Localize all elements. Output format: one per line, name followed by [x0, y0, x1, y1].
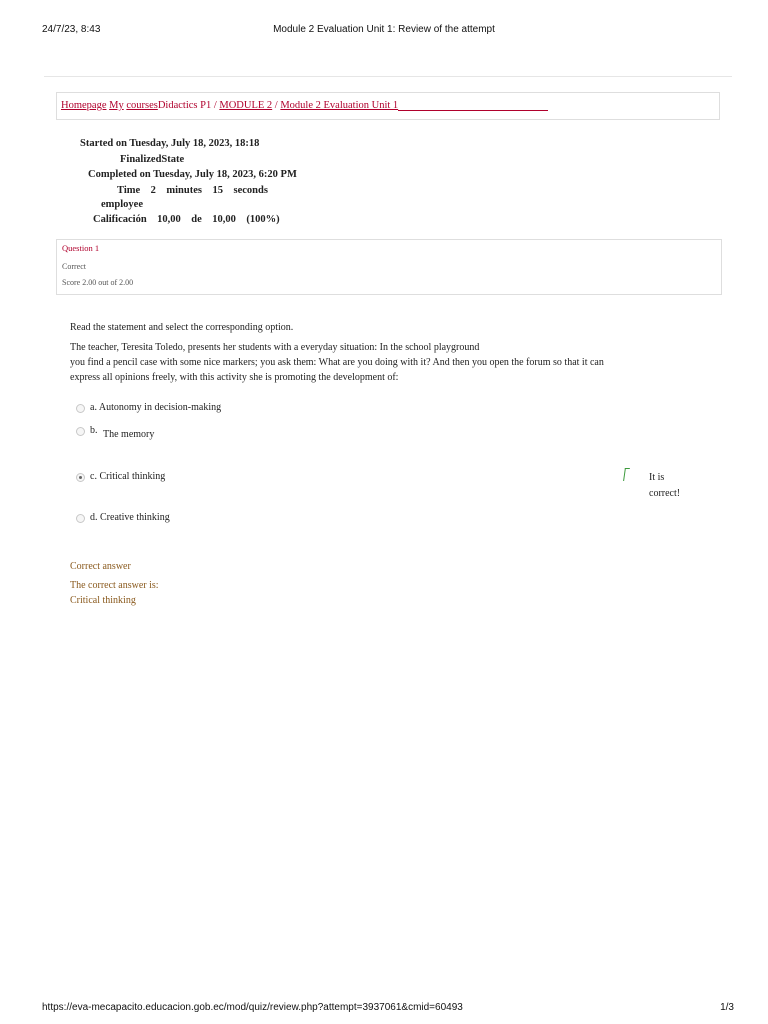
question-instruction: Read the statement and select the corresponding option.	[70, 322, 294, 333]
breadcrumb-underline	[398, 100, 548, 111]
question-text-line3: express all opinions freely, with this activity she is promoting the development of:	[70, 372, 399, 383]
top-divider	[44, 76, 732, 77]
question-text-line2: you find a pencil case with some nice markers; you ask them: What are you doing with it? And then you open the forum so that it can	[70, 357, 604, 368]
radio-button-checked[interactable]	[76, 473, 85, 482]
print-url: https://eva-mecapacito.educacion.gob.ec/mod/quiz/review.php?attempt=3937061&cmid=60493	[42, 1002, 463, 1013]
print-header	[0, 24, 768, 38]
question-text-line1: The teacher, Teresita Toledo, presents her students with a everyday situation: In the school playground	[70, 342, 480, 353]
breadcrumb-courses-link[interactable]: courses	[126, 100, 158, 111]
feedback-line2: correct!	[649, 488, 681, 499]
breadcrumb-separator: /	[211, 100, 220, 111]
correct-answer-intro: The correct answer is:	[70, 580, 159, 591]
summary-started: Started on Tuesday, July 18, 2023, 18:18	[80, 138, 260, 149]
option-letter: a.	[90, 402, 97, 413]
correct-answer-heading: Correct answer	[70, 561, 131, 572]
breadcrumb-homepage-link[interactable]: Homepage	[61, 100, 107, 111]
option-letter: d.	[90, 512, 98, 523]
print-footer	[0, 1002, 768, 1016]
option-text: The memory	[103, 429, 155, 440]
summary-grade-label: Calificación	[93, 214, 147, 225]
feedback-line1: It is	[649, 472, 665, 483]
radio-button[interactable]	[76, 427, 85, 436]
summary-grade-value: 10,00 de 10,00 (100%)	[157, 214, 280, 225]
print-page-title: Module 2 Evaluation Unit 1: Review of the attempt	[273, 24, 495, 35]
option-text: Autonomy in decision-making	[98, 402, 222, 413]
check-icon	[623, 468, 630, 481]
option-letter: b.	[90, 425, 98, 436]
radio-button[interactable]	[76, 404, 85, 413]
summary-completed: Completed on Tuesday, July 18, 2023, 6:20 PM	[88, 169, 297, 180]
option-label	[90, 471, 165, 482]
summary-grade	[93, 214, 280, 225]
option-letter: c.	[90, 471, 97, 482]
question-score: Score 2.00 out of 2.00	[62, 278, 134, 287]
option-text: Critical thinking	[99, 471, 166, 482]
option-text: Creative thinking	[100, 512, 170, 523]
summary-time	[117, 185, 268, 196]
breadcrumb-separator: /	[272, 100, 281, 111]
option-label	[90, 512, 170, 523]
question-info	[56, 239, 722, 295]
question-number: Question 1	[62, 243, 100, 253]
summary-time-value: 2 minutes 15 seconds	[150, 185, 268, 196]
breadcrumb-evaluation-link[interactable]: Module 2 Evaluation Unit 1	[280, 100, 399, 111]
summary-time-label: Time	[117, 185, 141, 196]
breadcrumb	[61, 100, 548, 111]
print-datetime: 24/7/23, 8:43	[42, 24, 101, 35]
option-label	[90, 425, 98, 436]
radio-button[interactable]	[76, 514, 85, 523]
breadcrumb-course-link[interactable]: Didactics P1	[157, 100, 212, 111]
summary-state: FinalizedState	[120, 154, 185, 165]
print-page-number: 1/3	[720, 1002, 734, 1013]
breadcrumb-module-link[interactable]: MODULE 2	[219, 100, 273, 111]
option-feedback	[649, 470, 709, 502]
breadcrumb-my-link[interactable]: My	[109, 100, 124, 111]
correct-answer-value: Critical thinking	[70, 595, 136, 606]
question-state: Correct	[62, 262, 86, 271]
option-label	[90, 402, 221, 413]
summary-time-label2: employee	[101, 199, 143, 210]
breadcrumb-container	[56, 92, 720, 120]
